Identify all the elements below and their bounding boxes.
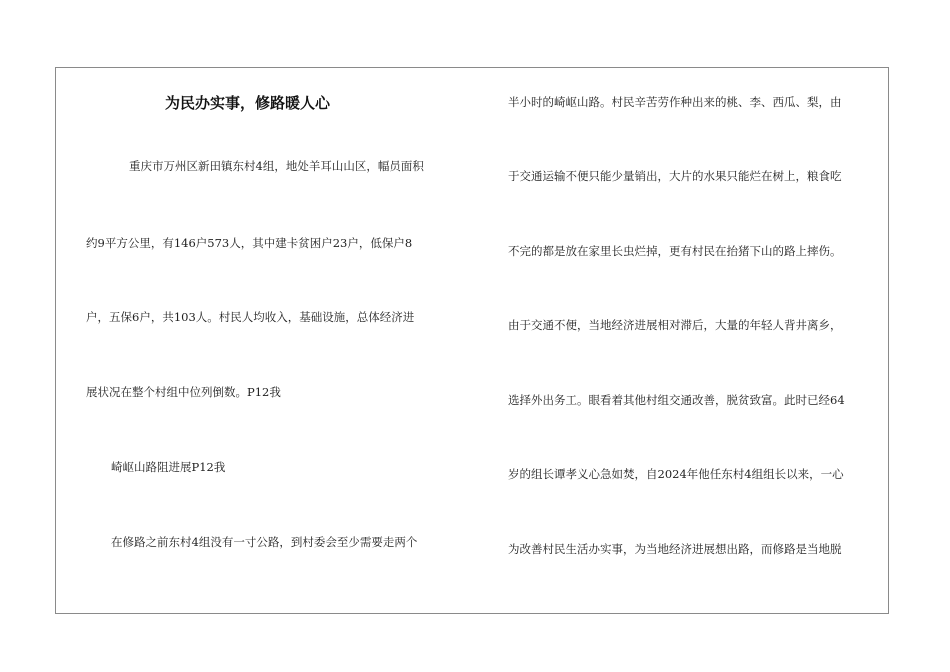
right-line-5: 选择外出务工。眼看着其他村组交通改善，脱贫致富。此时已经64 — [508, 393, 845, 407]
right-line-3: 不完的都是放在家里长虫烂掉，更有村民在抬猪下山的路上摔伤。 — [508, 244, 842, 258]
left-line-1: 重庆市万州区新田镇东村4组，地处羊耳山山区，幅员面积 — [129, 159, 424, 173]
right-line-2: 于交通运输不便只能少量销出，大片的水果只能烂在树上，粮食吃 — [508, 169, 842, 183]
right-line-4: 由于交通不便，当地经济进展相对滞后，大量的年轻人背井离乡， — [508, 318, 842, 332]
left-line-2: 约9平方公里，有146户573人，其中建卡贫困户23户，低保户8 — [86, 236, 413, 250]
right-line-6: 岁的组长谭孝义心急如焚，自2024年他任东村4组组长以来，一心 — [508, 467, 844, 481]
page-frame — [55, 67, 889, 614]
article-title: 为民办实事，修路暖人心 — [165, 94, 331, 112]
right-line-1: 半小时的崎岖山路。村民辛苦劳作种出来的桃、李、西瓜、梨，由 — [508, 95, 842, 109]
left-line-3: 户，五保6户，共103人。村民人均收入，基础设施，总体经济进 — [86, 310, 415, 324]
left-subheading: 崎岖山路阻进展P12我 — [111, 460, 226, 474]
right-line-7: 为改善村民生活办实事，为当地经济进展想出路，而修路是当地脱 — [508, 542, 842, 556]
left-line-4: 展状况在整个村组中位列倒数。P12我 — [86, 385, 281, 399]
left-line-6: 在修路之前东村4组没有一寸公路，到村委会至少需要走两个 — [111, 535, 418, 549]
